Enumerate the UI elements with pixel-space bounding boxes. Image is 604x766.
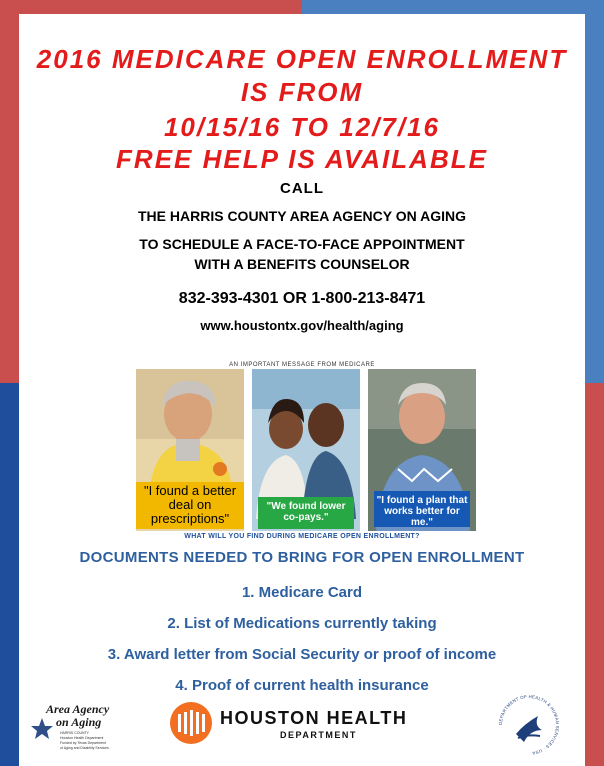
website-link[interactable]: www.houstontx.gov/health/aging bbox=[200, 318, 404, 333]
schedule-line-1: TO SCHEDULE A FACE-TO-FACE APPOINTMENT bbox=[139, 236, 465, 252]
svg-text:HARRIS COUNTY: HARRIS COUNTY bbox=[60, 731, 89, 735]
photo-couple-copays bbox=[252, 369, 360, 531]
svg-text:HOUSTON HEALTH: HOUSTON HEALTH bbox=[220, 708, 408, 728]
headline-dates: 10/15/16 TO 12/7/16 bbox=[163, 112, 441, 142]
quote-bubble-2: "We found lower co-pays." bbox=[258, 497, 354, 529]
headline-line-1: 2016 MEDICARE OPEN ENROLLMENT bbox=[36, 44, 568, 74]
svg-text:of Aging and Disability Servic: of Aging and Disability Services bbox=[60, 746, 109, 750]
svg-text:Funded by Texas Department: Funded by Texas Department bbox=[60, 741, 106, 745]
schedule-line-2: WITH A BENEFITS COUNSELOR bbox=[194, 256, 410, 272]
headline-free-help: FREE HELP IS AVAILABLE bbox=[116, 144, 488, 174]
documents-title: DOCUMENTS NEEDED TO BRING FOR OPEN ENROLLMENT bbox=[79, 549, 525, 566]
svg-text:on Aging: on Aging bbox=[56, 715, 102, 729]
svg-text:Houston Health Department: Houston Health Department bbox=[60, 736, 104, 740]
quote-bubble-3: "I found a plan that works better for me." bbox=[374, 491, 470, 527]
document-item-3: 3. Award letter from Social Security or proof of income bbox=[107, 646, 497, 663]
document-item-1: 1. Medicare Card bbox=[241, 584, 363, 601]
svg-text:DEPARTMENT: DEPARTMENT bbox=[280, 730, 357, 740]
photo-woman-prescriptions bbox=[136, 369, 244, 531]
phone-numbers: 832-393-4301 OR 1-800-213-8471 bbox=[178, 290, 426, 307]
agency-name: THE HARRIS COUNTY AREA AGENCY ON AGING bbox=[138, 208, 466, 224]
headline-line-2: IS FROM bbox=[240, 77, 364, 107]
photo-caption-bottom: WHAT WILL YOU FIND DURING MEDICARE OPEN ENROLLMENT? bbox=[184, 533, 420, 540]
star-icon bbox=[31, 718, 53, 739]
svg-text:Area Agency: Area Agency bbox=[46, 702, 110, 716]
hhs-seal-logo bbox=[494, 690, 564, 760]
houston-health-department-logo bbox=[168, 700, 448, 746]
document-item-2: 2. List of Medications currently taking bbox=[167, 615, 437, 632]
area-agency-on-aging-logo bbox=[30, 700, 126, 756]
quote-bubble-1: "I found a better deal on prescriptions" bbox=[136, 482, 244, 529]
photo-man-plan bbox=[368, 369, 476, 531]
photo-caption-top: AN IMPORTANT MESSAGE FROM MEDICARE bbox=[229, 362, 375, 368]
document-item-4: 4. Proof of current health insurance bbox=[175, 677, 429, 694]
call-label: CALL bbox=[280, 180, 324, 197]
svg-text:DEPARTMENT OF HEALTH & HUMAN S: DEPARTMENT OF HEALTH & HUMAN SERVICES · USA bbox=[497, 693, 561, 756]
